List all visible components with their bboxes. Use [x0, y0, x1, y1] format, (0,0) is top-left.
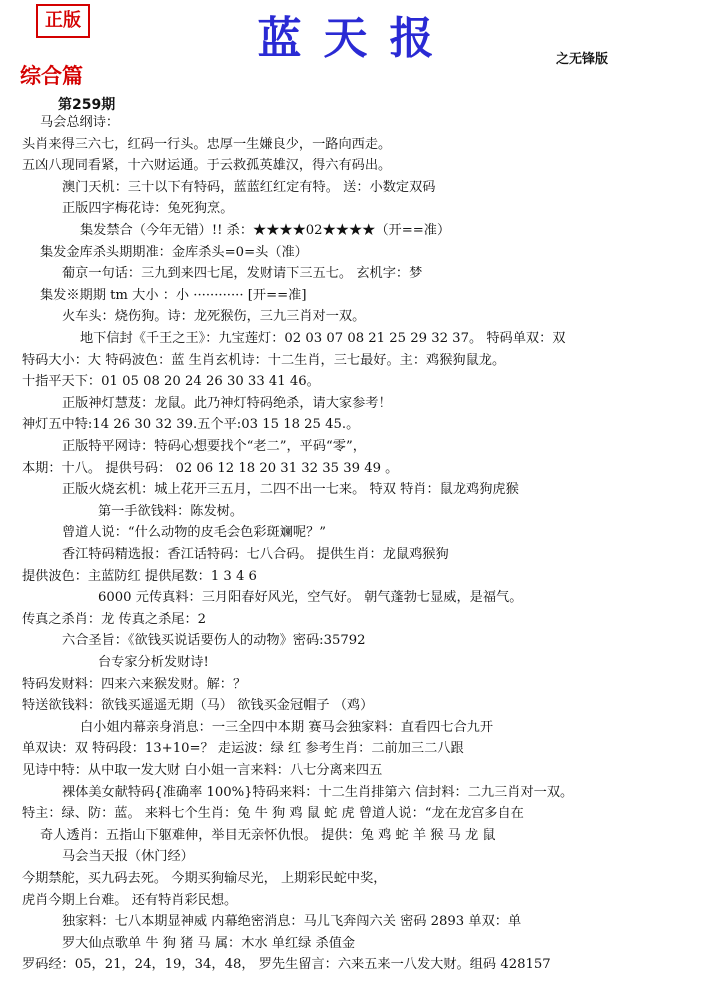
- text-line: 火车头：烧伤狗。诗：龙死猴伤，三九三肖对一双。: [62, 309, 366, 325]
- text-line: 特码发财料：四来六来猴发财。解：？: [22, 676, 247, 692]
- text-line: 提供波色：主蓝防红 提供尾数：1 3 4 6: [22, 568, 257, 584]
- text-line: 五凶八现同看紧，十六财运通。于云救孤英雄汉，得六有码出。: [22, 158, 392, 174]
- text-line: 神灯五中特:14 26 30 32 39.五个平:03 15 18 25 45.。: [22, 417, 360, 433]
- text-line: 马会当天报（休门经）: [62, 849, 194, 865]
- issue-number: 第259期: [58, 97, 116, 113]
- text-line: 特主：绿、防：蓝。 来料七个生肖：兔 牛 狗 鸡 鼠 蛇 虎 曾道人说：“龙在龙宫多自在: [22, 806, 524, 822]
- edition-label: 之无锋版: [556, 52, 609, 67]
- text-line: 特码大小：大 特码波色：蓝 生肖玄机诗：十二生肖，三七最好。主：鸡猴狗鼠龙。: [22, 352, 506, 368]
- text-line: 香江特码精选报：香江话特码：七八合码。 提供生肖：龙鼠鸡猴狗: [62, 547, 449, 562]
- text-line: 今期禁舵，买九码去死。 今期买狗输尽光， 上期彩民蛇中奖，: [22, 871, 387, 886]
- text-line: 地下信封《千王之王》：九宝莲灯：02 03 07 08 21 25 29 32 37。 特码单双：双: [80, 331, 566, 346]
- text-line: 正版特平网诗：特码心想要找个“老二”，平码“零”，: [62, 439, 366, 454]
- text-line: 葡京一句话：三九到来四七尾，发财请下三五七。 玄机字：梦: [62, 266, 423, 282]
- section-heading: 综合篇: [20, 64, 83, 88]
- text-line: 马会总纲诗：: [40, 115, 120, 130]
- text-line: 罗大仙点歌单 牛 狗 猪 马 属：木水 单红绿 杀值金: [62, 935, 356, 951]
- text-line: 六合圣旨：《欲钱买说话要伤人的动物》密码:35792: [62, 633, 366, 649]
- text-line: 裸体美女献特码{准确率 100%}特码来料：十二生肖排第六 信封料：二九三肖对一双。: [62, 784, 574, 800]
- text-line: 台专家分析发财诗!: [98, 655, 209, 670]
- text-line: 见诗中特：从中取一发大财 白小姐一言来料：八七分离来四五: [22, 763, 383, 778]
- text-line: 独家料：七八本期显神威 内幕绝密消息：马儿飞奔闯六关 密码 2893 单双：单: [62, 914, 522, 930]
- text-line: 特送欲钱料：欲钱买遥遥无期（马） 欲钱买金冠帽子 （鸡）: [22, 698, 374, 714]
- text-line: 正版四字梅花诗：兔死狗烹。: [62, 201, 234, 217]
- text-line: 澳门天机：三十以下有特码，蓝蓝红红定有特。 送：小数定双码: [62, 179, 436, 195]
- text-line: 罗码经：05，21，24，19，34，48， 罗先生留言：六来五来一八发大财。组码 428157: [22, 957, 551, 973]
- text-line: 6000 元传真料：三月阳春好风光，空气好。 朝气蓬勃七显威，是福气。: [98, 590, 523, 606]
- text-line: 单双诀：双 特码段：13+10=？ 走运波：绿 红 参考生肖：二前加三二八跟: [22, 741, 464, 757]
- text-line: 奇人透肖：五指山下躯难伸，举目无亲怀仇恨。 提供：兔 鸡 蛇 羊 猴 马 龙 鼠: [40, 827, 496, 843]
- text-line: 曾道人说：“什么动物的皮毛会色彩斑斓呢？”: [62, 525, 327, 541]
- text-line: 正版神灯慧芨：龙鼠。此乃神灯特码绝杀，请大家参考！: [62, 395, 392, 411]
- text-line: 正版火烧玄机：城上花开三五月，二四不出一七来。 特双 特肖：鼠龙鸡狗虎猴: [62, 482, 519, 498]
- text-line: 集发※期期 tm 大小 ：小 ············ [开==准]: [40, 287, 307, 303]
- newspaper-title: 蓝天报: [257, 13, 456, 64]
- text-line: 集发禁合（今年无错）!! 杀：★★★★02★★★★（开==准）: [80, 223, 451, 238]
- text-line: 本期：十八。 提供号码： 02 06 12 18 20 31 32 35 39 49 。: [22, 460, 399, 476]
- genuine-badge: 正版: [36, 4, 90, 38]
- text-line: 第一手欲钱料：陈发树。: [98, 503, 244, 519]
- text-line: 虎肖今期上台难。 还有特肖彩民想。: [22, 892, 238, 908]
- text-line: 十指平天下：01 05 08 20 24 26 30 33 41 46。: [22, 374, 320, 390]
- text-line: 白小姐内幕亲身消息：一三全四中本期 赛马会独家料：直看四七合九开: [80, 719, 494, 735]
- text-line: 集发金库杀头期期准：金库杀头=0=头（准）: [40, 244, 308, 260]
- text-line: 传真之杀肖：龙 传真之杀尾：2: [22, 611, 207, 627]
- text-line: 头肖来得三六七，红码一行头。忠厚一生嫌良少，一路向西走。: [22, 136, 392, 152]
